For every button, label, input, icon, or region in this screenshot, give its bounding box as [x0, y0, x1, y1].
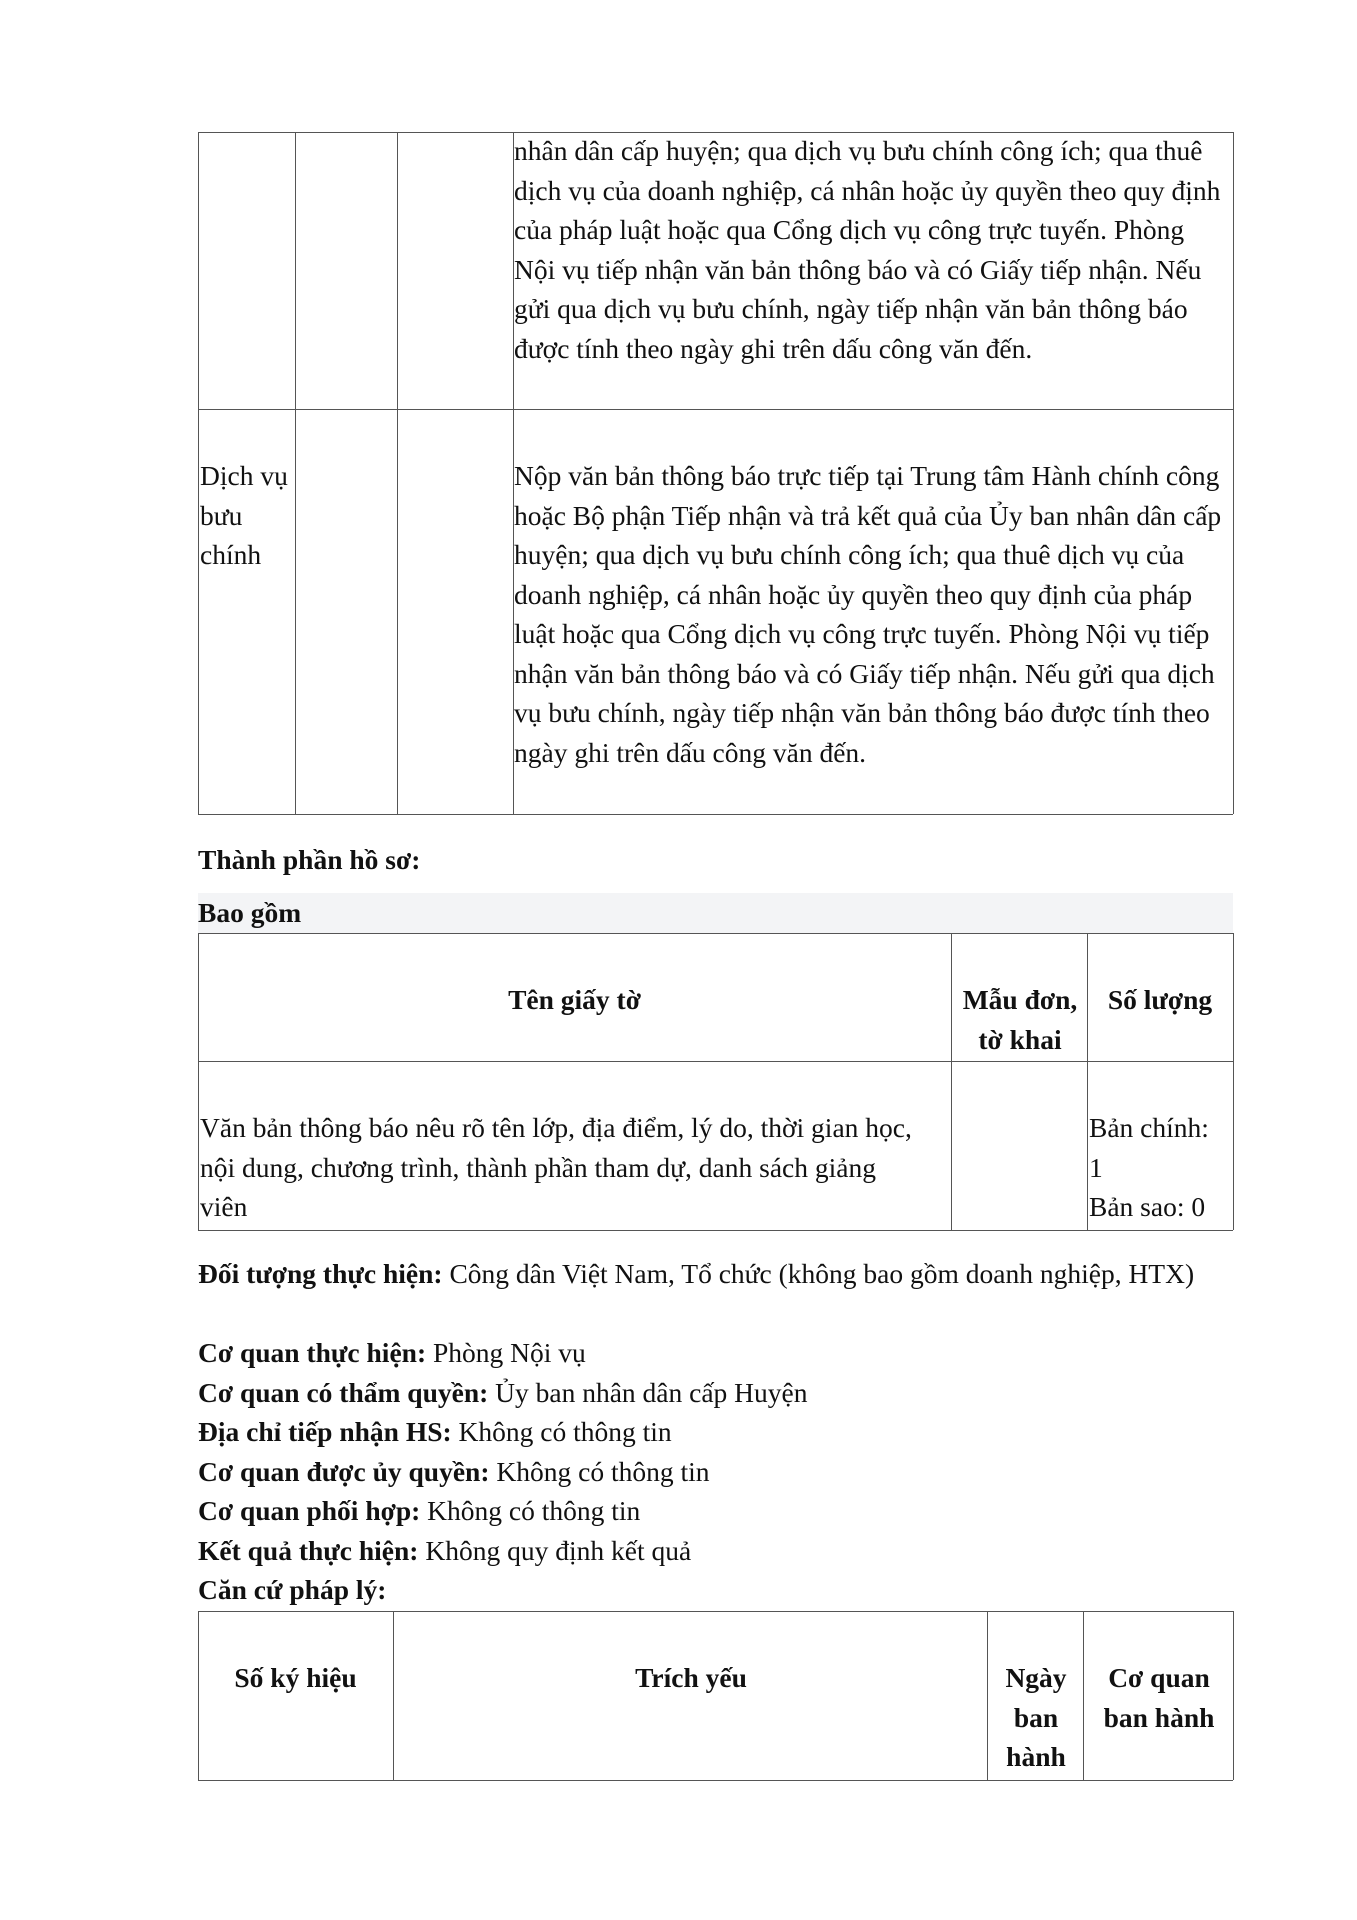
- legal-heading: Căn cứ pháp lý:: [198, 1574, 387, 1605]
- field-value: Không quy định kết quả: [418, 1535, 692, 1566]
- field-value: Ủy ban nhân dân cấp Huyện: [488, 1377, 808, 1408]
- field-label: Cơ quan có thẩm quyền:: [198, 1377, 489, 1408]
- field-executing-agency: [198, 1333, 1233, 1373]
- field-receiving-address: [198, 1412, 1233, 1452]
- field-label: Kết quả thực hiện:: [198, 1535, 419, 1566]
- field-label: Cơ quan được ủy quyền:: [198, 1456, 490, 1487]
- field-value: Công dân Việt Nam, Tổ chức (không bao gồm doanh nghiệp, HTX): [442, 1258, 1195, 1289]
- col-issue-date: Ngày ban hành: [1005, 1662, 1067, 1772]
- quantity-copy: Bản sao: 0: [1089, 1191, 1206, 1222]
- field-label: Địa chỉ tiếp nhận HS:: [198, 1416, 452, 1447]
- document-quantity: [1089, 1108, 1229, 1227]
- field-label: Cơ quan thực hiện:: [198, 1337, 427, 1368]
- dossier-heading: Thành phần hồ sơ:: [198, 844, 421, 875]
- method-row1-description: nhân dân cấp huyện; qua dịch vụ bưu chính công ích; qua thuê dịch vụ của doanh nghiệp, cá nhân hoặc ủy quyền theo quy định của pháp luật hoặc qua Cổng dịch vụ công trực tuyến. Phòng Nội vụ tiếp nhận văn bản thông báo và có Giấy tiếp nhận. Nếu gửi qua dịch vụ bưu chính, ngày tiếp nhận văn bản thông báo được tính theo ngày ghi trên dấu công văn đến.: [514, 135, 1221, 364]
- field-value: Không có thông tin: [489, 1456, 710, 1487]
- field-authorized-agency: [198, 1452, 1233, 1492]
- field-result: [198, 1531, 1233, 1571]
- quantity-original: Bản chính: 1: [1089, 1112, 1209, 1183]
- col-form: Mẫu đơn, tờ khai: [962, 984, 1078, 1055]
- dossier-subheading: Bao gồm: [198, 897, 302, 928]
- col-summary: Trích yếu: [635, 1662, 747, 1693]
- field-value: Phòng Nội vụ: [426, 1337, 586, 1368]
- col-document-name: Tên giấy tờ: [508, 984, 641, 1015]
- field-subject: [198, 1254, 1233, 1294]
- method-row2-label: Dịch vụ bưu chính: [200, 460, 288, 570]
- col-issuing-agency: Cơ quan ban hành: [1103, 1662, 1215, 1733]
- field-value: Không có thông tin: [451, 1416, 672, 1447]
- document-name: Văn bản thông báo nêu rõ tên lớp, địa điểm, lý do, thời gian học, nội dung, chương trình, thành phần tham dự, danh sách giảng viên: [200, 1112, 912, 1222]
- field-label: Cơ quan phối hợp:: [198, 1495, 421, 1526]
- col-number: Số ký hiệu: [234, 1662, 357, 1693]
- col-quantity: Số lượng: [1107, 984, 1213, 1015]
- field-coordinating-agency: [198, 1491, 1233, 1531]
- dossier-subheading-bar: [198, 893, 1233, 933]
- field-label: Đối tượng thực hiện:: [198, 1258, 443, 1289]
- method-row2-description: Nộp văn bản thông báo trực tiếp tại Trung tâm Hành chính công hoặc Bộ phận Tiếp nhận và trả kết quả của Ủy ban nhân dân cấp huyện; qua dịch vụ bưu chính công ích; qua thuê dịch vụ của doanh nghiệp, cá nhân hoặc ủy quyền theo quy định của pháp luật hoặc qua Cổng dịch vụ công trực tuyến. Phòng Nội vụ tiếp nhận văn bản thông báo và có Giấy tiếp nhận. Nếu gửi qua dịch vụ bưu chính, ngày tiếp nhận văn bản thông báo được tính theo ngày ghi trên dấu công văn đến.: [514, 460, 1222, 768]
- field-competent-authority: [198, 1373, 1233, 1413]
- field-value: Không có thông tin: [420, 1495, 641, 1526]
